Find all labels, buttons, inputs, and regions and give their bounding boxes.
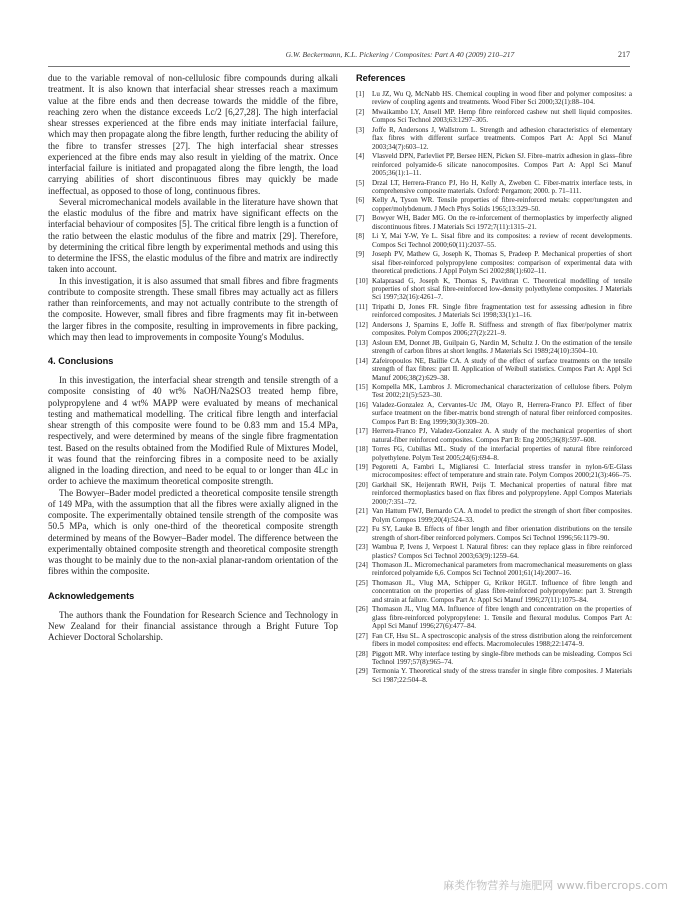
reference-number: [10]: [356, 276, 368, 285]
header-rule: [48, 66, 630, 67]
reference-text: Pegoretti A, Fambri L, Migliaresi C. Interfacial stress transfer in nylon-6/E-Glass microcomposites: effect of temperature and strain rate. Polym Compos 2000;21(3):466–75.: [372, 463, 632, 480]
reference-text: Van Hattum FWJ, Bernardo CA. A model to predict the strength of short fiber composites. Polym Compos 1999;20(4):524–33.: [372, 507, 632, 524]
reference-text: Li Y, Mai Y-W, Ye L. Sisal fibre and its composites: a review of recent developments. Compos Sci Technol 2000;60(11):2037–55.: [372, 232, 632, 249]
reference-text: Joseph PV, Mathew G, Joseph K, Thomas S, Pradeep P. Mechanical properties of short sisal fiber-reinforced polypropylene composites: comparison of experimental data with theoretical predictions. J Appl Polym Sci 2002;88(1):602–11.: [372, 250, 632, 276]
reference-text: Fu SY, Lauke B. Effects of fiber length and fiber orientation distributions on the tensile strength of short-fiber reinforced polymers. Compos Sci Technol 1996;56:1179–90.: [372, 525, 632, 542]
reference-item: [356, 277, 632, 302]
reference-item: [356, 108, 632, 125]
reference-item: [356, 561, 632, 578]
reference-text: Fan CF, Hsu SL. A spectroscopic analysis of the stress distribution along the reinforcement fibers in model composites: end effects. Macromolecules 1988;22:1474–9.: [372, 631, 632, 649]
reference-text: Torres FG, Cubillas ML. Study of the interfacial properties of natural fibre reinforced polyethylene. Polym Test 2005;24(6):694–8.: [372, 445, 632, 462]
reference-item: [356, 579, 632, 604]
reference-number: [17]: [356, 427, 368, 436]
reference-number: [20]: [356, 480, 368, 489]
reference-text: Thomason JL, Vlug MA. Influence of fibre length and concentration on the properties of glass fibre-reinforced polypropylene: 1. Tensile and flexural modulus. Compos Part A: Appl Sci Manuf 1996;27(6):477–84.: [372, 605, 632, 631]
reference-item: [356, 126, 632, 151]
reference-number: [9]: [356, 250, 365, 259]
reference-text: Tripathi D, Jones FR. Single fibre fragmentation test for assessing adhesion in fibre reinforced composites. J Materials Sci 1998;33(1):1–16.: [372, 302, 632, 320]
reference-text: Kalaprasad G, Joseph K, Thomas S, Pavithran C. Theoretical modelling of tensile properties of short sisal fibre-reinforced low-density polyethylene composites. J Materials Sci 1997;32(16):4261–7.: [372, 276, 632, 302]
reference-item: [356, 214, 632, 231]
reference-number: [28]: [356, 649, 368, 658]
reference-number: [19]: [356, 463, 368, 472]
conclusions-heading: 4. Conclusions: [48, 356, 114, 366]
reference-item: [356, 427, 632, 444]
reference-item: [356, 481, 632, 506]
reference-text: Mwaikambo LY, Ansell MP. Hemp fibre reinforced cashew nut shell liquid composites. Compos Sci Technol 2003;63:1297–305.: [372, 107, 632, 125]
acknowledgements-heading: Acknowledgements: [48, 590, 135, 601]
page-number: 217: [618, 50, 630, 59]
reference-number: [5]: [356, 178, 365, 187]
reference-item: [356, 250, 632, 275]
reference-number: [2]: [356, 107, 365, 116]
reference-item: [356, 232, 632, 249]
body-paragraph: Several micromechanical models available in the literature have shown that the elastic modulus of the fibre and matrix have significant effects on the interfacial behaviour of composites [5]. The critical fibre length is a function of the ratio between the elastic modulus of the fibre and matrix [29]. Therefore, by determining the critical fibre length by experimental methods and using this to determine the IFSS, the elastic modulus of the fibre and matrix are indirectly taken into account.: [48, 196, 338, 275]
reference-text: Lu JZ, Wu Q, McNabb HS. Chemical coupling in wood fiber and polymer composites: a review of coupling agents and treatments. Wood Fiber Sci 2000;32(1):88–104.: [372, 90, 632, 107]
reference-item: [356, 401, 632, 426]
reference-number: [11]: [356, 302, 368, 311]
reference-text: Thomason JL, Vlug MA, Schipper G, Krikor HGLT. Influence of fibre length and concentration on the properties of glass fibre-reinforced polypropylene: part 3. Strength and strain at failure. Compos Part A: Appl Sci Manuf 1996;27(11):1075–84.: [372, 578, 632, 604]
reference-item: [356, 357, 632, 382]
reference-text: Zafeiropoulos NE, Baillie CA. A study of the effect of surface treatments on the tensile strength of flax fibres: part II. Application of Weibull statistics. Compos Part A: Appl Sci Manuf 2006;38(2):629–38.: [372, 356, 632, 382]
reference-text: Wambua P, Ivens J, Verpoest I. Natural fibres: can they replace glass in fibre reinforced plastics? Compos Sci Technol 2003;63(9):1259–64.: [372, 543, 632, 560]
references-list: [356, 90, 632, 684]
reference-item: [356, 179, 632, 196]
reference-item: [356, 90, 632, 107]
reference-item: [356, 507, 632, 524]
body-paragraph: due to the variable removal of non-cellulosic fibre compounds during alkali treatment. It is also known that interfacial shear stresses reach a maximum value at the fibre ends and then decrease towards the middle of the fibre, reaching zero when the distance exceeds Lc/2 [6,27,28]. The high interfacial shear stresses experienced at the fibre ends may initiate interfacial failure, which may then propagate along the fibre length, further reducing the ability of the fibre to transfer stresses [27]. The high interfacial shear stresses experienced at the fibre ends may also result in yielding of the matrix. Once interfacial failure is initiated and propagated along the fibre length, the load carrying abilities of short discontinuous fibres may quickly be made ineffectual, as opposed to those of long, continuous fibres.: [48, 73, 338, 196]
reference-text: Thomason JL. Micromechanical parameters from macromechanical measurements on glass reinforced polyamide 6,6. Compos Sci Technol 2001;61(14):2007–16.: [372, 561, 632, 578]
reference-text: Herrera-Franco PJ, Valadez-Gonzalez A. A study of the mechanical properties of short natural-fiber reinforced composites. Compos Part B: Eng 2005;36(8):597–608.: [372, 427, 632, 444]
reference-text: Termonia Y. Theoretical study of the stress transfer in single fibre composites. J Materials Sci 1987;22:504–8.: [372, 667, 632, 684]
reference-text: Drzal LT, Herrera-Franco PJ, Ho H, Kelly A, Zweben C. Fiber-matrix interface tests, in comprehensive composite materials. Oxford: Pergamon; 2000. p. 71–111.: [372, 178, 632, 195]
reference-text: Andersons J, Sparnins E, Joffe R. Stiffness and strength of flax fiber/polymer matrix composites. Polym Compos 2006;27(2):221–9.: [372, 320, 632, 338]
reference-item: [356, 632, 632, 649]
reference-item: [356, 543, 632, 560]
reference-number: [6]: [356, 196, 365, 205]
reference-number: [8]: [356, 232, 365, 241]
reference-item: [356, 667, 632, 684]
reference-item: [356, 196, 632, 213]
reference-item: [356, 445, 632, 462]
reference-text: Joffe R, Andersons J, Wallstrom L. Strength and adhesion characteristics of elementary flax fibres with different surface treatments. Compos Part A: Appl Sci Manuf 2003;34(7):603–12.: [372, 125, 632, 151]
reference-text: Vlasveld DPN, Parlevliet PP, Bersee HEN, Picken SJ. Fibre–matrix adhesion in glass–fibre reinforced polyamide-6 silicate nanocomposites. Compos Part A: Appl Sci Manuf 2005;36(1):1–11.: [372, 152, 632, 178]
reference-item: [356, 650, 632, 667]
reference-number: [24]: [356, 561, 368, 570]
references-heading: References: [356, 73, 406, 83]
reference-number: [26]: [356, 605, 368, 614]
reference-item: [356, 321, 632, 338]
running-head: G.W. Beckermann, K.L. Pickering / Composites: Part A 40 (2009) 210–217: [285, 50, 515, 59]
reference-item: [356, 303, 632, 320]
reference-number: [14]: [356, 356, 368, 365]
reference-number: [1]: [356, 90, 365, 98]
reference-number: [16]: [356, 400, 368, 409]
reference-number: [3]: [356, 125, 365, 134]
reference-number: [22]: [356, 525, 368, 534]
body-paragraph: In this investigation, it is also assumed that small fibres and fibre fragments contribute to composite strength. These small fibres may actually act as fillers rather than reinforcements, and may not actually contribute to the strength of the composite. However, small fibres and fibre fragments may fit in-between the larger fibres in the composite, resulting in improvements in fibre packing, which may then lead to improvements in composite Young's Modulus.: [48, 275, 338, 342]
reference-item: [356, 339, 632, 356]
reference-item: [356, 463, 632, 480]
reference-number: [23]: [356, 543, 368, 552]
body-paragraph: The Bowyer–Bader model predicted a theoretical composite tensile strength of 149 MPa, with the assumption that all the fibres were axially aligned in the composite. The experimentally obtained tensile strength of the composite was 50.5 MPa, which is only one-third of the theoretical composite strength determined by means of the Bowyer–Bader model. The difference between the experimentally obtained composite strength and theoretical composite strength was thought to be mainly due to the non-axial planar-random orientation of the fibres within the composite.: [48, 487, 338, 577]
reference-number: [15]: [356, 382, 368, 391]
reference-item: [356, 383, 632, 400]
right-column: [356, 73, 632, 685]
reference-item: [356, 152, 632, 177]
reference-number: [21]: [356, 507, 368, 516]
reference-text: Piggott MR. Why interface testing by single-fibre methods can be misleading. Compos Sci Technol 1997;57(8):965–74.: [372, 649, 632, 666]
reference-number: [25]: [356, 578, 368, 587]
reference-number: [4]: [356, 152, 365, 161]
reference-number: [12]: [356, 320, 368, 329]
reference-text: Valadez-Gonzalez A, Cervantes-Uc JM, Olayo R, Herrera-Franco PJ. Effect of fiber surface treatment on the fiber-matrix bond strength of natural fiber reinforced composites. Compos Part B: Eng 1999;30(3):309–20.: [372, 400, 632, 426]
reference-number: [29]: [356, 667, 368, 676]
reference-number: [7]: [356, 214, 365, 223]
watermark: 麻类作物营养与施肥网 www.fibercrops.com: [443, 879, 668, 892]
reference-text: Garkhail SK, Heijenrath RWH, Peijs T. Mechanical properties of natural fibre mat reinforced thermoplastics based on flax fibres and polypropylene. Appl Compos Materials 2000;7:351–72.: [372, 480, 632, 506]
reference-number: [27]: [356, 631, 368, 640]
page-header: [0, 50, 678, 64]
reference-text: Kompella MK, Lambros J. Micromechanical characterization of cellulose fibers. Polym Test 2002;21(5):523–30.: [372, 382, 632, 400]
reference-text: Asloun EM, Donnet JB, Guilpain G, Nardin M, Schultz J. On the estimation of the tensile strength of carbon fibres at short lengths. J Materials Sci 1989;24(10):3504–10.: [372, 338, 632, 356]
reference-text: Bowyer WH, Bader MG. On the re-inforcement of thermoplastics by imperfectly aligned discontinuous fibres. J Materials Sci 1972;7(11):1315–21.: [372, 214, 632, 231]
reference-item: [356, 525, 632, 542]
reference-number: [13]: [356, 338, 368, 347]
body-paragraph: The authors thank the Foundation for Research Science and Technology in New Zealand for their financial assistance through a Bright Future Top Achiever Doctoral Scholarship.: [48, 609, 338, 642]
reference-number: [18]: [356, 445, 368, 454]
reference-text: Kelly A, Tyson WR. Tensile properties of fibre-reinforced metals: copper/tungsten and copper/molybdenum. J Mech Phys Solids 1965;13:329–50.: [372, 196, 632, 213]
left-column: [48, 73, 338, 643]
body-paragraph: In this investigation, the interfacial shear strength and tensile strength of a composite consisting of 40 wt% NaOH/Na2SO3 treated hemp fibre, polypropylene and 4 wt% MAPP were evaluated by means of mechanical testing and mathematical modelling. The critical fibre length and interfacial shear strength of this composite were found to be 0.83 mm and 15.4 MPa, respectively, and were determined by means of the single fibre fragmentation test. Based on the results obtained from the Modified Rule of Mixtures Model, it was found that the reinforcing fibres in a composite need to be axially aligned in the loading direction, and need to be equal to or longer than 4Lc in order to achieve the maximum theoretical composite strength.: [48, 375, 338, 487]
reference-item: [356, 605, 632, 630]
